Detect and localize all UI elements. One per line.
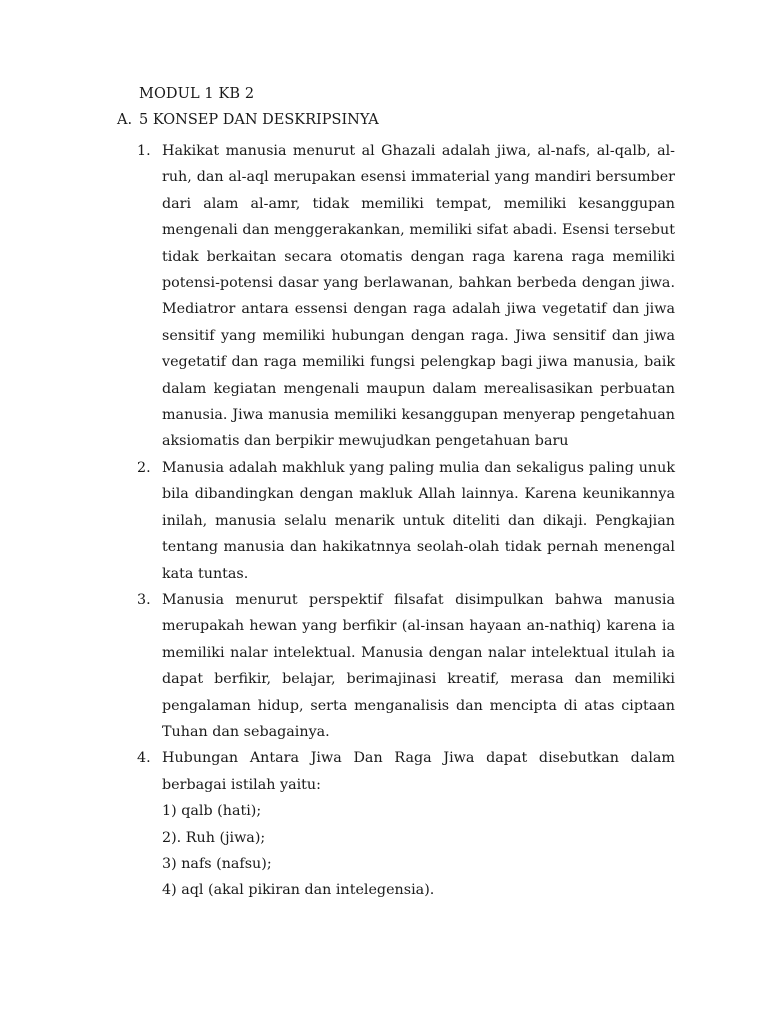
sublist-item: 1) qalb (hati); — [162, 803, 262, 820]
concept-list — [137, 138, 675, 904]
list-item — [137, 455, 675, 587]
list-item-number: 3. — [137, 591, 151, 608]
sublist-item: 4) aql (akal pikiran dan intelegensia). — [162, 882, 435, 899]
list-item-number: 4. — [137, 750, 151, 767]
sublist-item: 3) nafs (nafsu); — [162, 855, 272, 872]
list-item-number: 2. — [137, 459, 151, 476]
list-item — [137, 745, 675, 903]
section-marker: A. — [117, 112, 133, 128]
sublist-item: 2). Ruh (jiwa); — [162, 829, 266, 846]
list-item-content — [162, 745, 675, 903]
list-item-number: 1. — [137, 143, 151, 159]
list-item-text: Manusia menurut perspektif filsafat disimpulkan bahwa manusia merupakah hewan yang berfikir (al-insan hayaan an-nathiq) karena ia memiliki nalar intelektual. Manusia dengan nalar intelektual itulah ia dapat berfikir, belajar, berimajinasi kreatif, merasa dan memiliki pengalaman hidup, serta menganalisis dan mencipta di atas ciptaan Tuhan dan sebagainya. — [162, 591, 675, 740]
list-item — [137, 587, 675, 745]
list-item-text: Hakikat manusia menurut al Ghazali adalah jiwa, al-nafs, al-qalb, al-ruh, dan al-aql merupakan esensi immaterial yang mandiri bersumber dari alam al-amr, tidak memiliki tempat, memiliki kesanggupan mengenali dan menggerakankan, memiliki sifat abadi. Esensi tersebut tidak berkaitan secara otomatis dengan raga karena raga memiliki potensi-potensi dasar yang berlawanan, bahkan berbeda dengan jiwa. Mediatror antara essensi dengan raga adalah jiwa vegetatif dan jiwa sensitif yang memiliki hubungan dengan raga. Jiwa sensitif dan jiwa vegetatif dan raga memiliki fungsi pelengkap bagi jiwa manusia, baik dalam kegiatan mengenali maupun dalam merealisasikan perbuatan manusia. Jiwa manusia memiliki kesanggupan menyerap pengetahuan aksiomatis dan berpikir mewujudkan pengetahuan baru — [162, 143, 675, 450]
list-item-text: Hubungan Antara Jiwa Dan Raga Jiwa dapat disebutkan dalam berbagai istilah yaitu: — [162, 750, 675, 793]
section-heading — [117, 112, 677, 128]
list-item-text: Manusia adalah makhluk yang paling mulia dan sekaligus paling unuk bila dibandingkan dengan makluk Allah lainnya. Karena keunikannya inilah, manusia selalu menarik untuk diteliti dan dikaji. Pengkajian tentang manusia dan hakikatnnya seolah-olah tidak pernah menengal kata tuntas. — [162, 459, 675, 582]
module-title: MODUL 1 KB 2 — [139, 86, 255, 102]
term-sublist — [162, 798, 675, 904]
list-item — [137, 138, 675, 455]
section-heading-text: 5 KONSEP DAN DESKRIPSINYA — [139, 112, 379, 128]
